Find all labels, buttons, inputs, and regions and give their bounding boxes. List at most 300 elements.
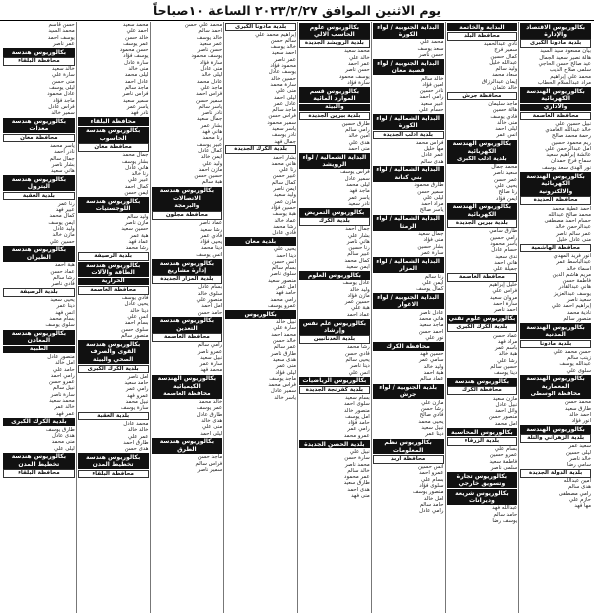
section-subheading: محافظة الوسطى <box>520 391 591 399</box>
name-entry: خالد سالم <box>420 75 444 82</box>
name-entry: محمد سعيد <box>344 48 370 55</box>
location-label: بلدية الزهراني والتلة <box>520 434 591 443</box>
name-entry: مروان سعيد <box>490 294 518 301</box>
name-entry: عمرو ناصر <box>197 348 223 355</box>
section-heading: بكالوريوس هندسة معدات <box>3 118 75 134</box>
name-entry: دينا ناصر <box>350 363 370 370</box>
name-entry: رشا علي <box>497 357 518 364</box>
name-entry: أمل أحمد <box>201 303 223 310</box>
name-entry: بشار أحمد <box>272 154 296 161</box>
name-entry: ماجد سليمان <box>488 100 518 107</box>
name-entry: مراد فهد <box>497 338 518 345</box>
name-entry: محمد علي <box>419 39 444 46</box>
name-entry: هاني سعيد <box>50 168 75 175</box>
name-entry: يحيى علي <box>494 183 518 190</box>
section-heading: البداية الشمالية / لواء المزار <box>373 257 444 273</box>
name-list <box>78 374 149 412</box>
name-entry: كمال سالم <box>271 179 296 186</box>
name-entry: أحمد سعيد <box>271 50 296 57</box>
name-entry: محمود فؤاد <box>270 63 296 70</box>
name-entry: أحمد عطية محمد <box>552 205 591 212</box>
name-list <box>373 464 444 514</box>
name-entry: هبة علي <box>351 305 370 312</box>
name-list <box>299 344 370 375</box>
name-entry: أمل محمد <box>494 420 518 427</box>
name-entry: كمال أحمد <box>124 183 149 190</box>
name-entry: دينا محمد <box>201 245 223 252</box>
name-entry: ياسر محمود <box>490 240 518 247</box>
section-heading: البداية الشمالية / لواء الرمثا <box>373 215 444 231</box>
name-entry: حامد علي <box>52 366 75 373</box>
name-list <box>373 231 444 256</box>
name-entry: مراد أحمد <box>421 201 444 208</box>
name-entry: رشا محمد <box>346 344 370 351</box>
name-entry: هالة حسين <box>492 107 518 114</box>
name-entry: سلوى فؤاد <box>419 482 444 489</box>
section-subheading: والاداري <box>520 104 591 112</box>
name-entry: مها خليل <box>423 146 444 152</box>
name-entry: سمير عادل <box>344 175 370 182</box>
name-list <box>447 396 518 427</box>
name-entry: سعيد ناصر <box>567 297 591 304</box>
name-entry: منى خالد <box>128 66 149 73</box>
name-entry: يوسف عادل <box>268 69 296 76</box>
section-heading: بلدية الحصن الجديدة <box>299 440 370 448</box>
section-heading: بكالوريوس هندسة الطيران <box>3 246 75 262</box>
name-list <box>3 354 75 417</box>
name-entry: عبدالله يوسف <box>559 361 591 368</box>
name-entry: محمد فهد <box>200 367 223 374</box>
name-entry: عماد ناصر <box>199 220 223 227</box>
name-entry: فادي يوسف <box>121 295 149 302</box>
name-entry: إبراهيم أحمد علي <box>551 303 591 310</box>
section-heading: البداية الجنوبية / لواء قصبة معان <box>373 59 444 75</box>
name-entry: سارة فؤاد <box>347 79 370 86</box>
name-entry: رنا صالح <box>498 189 518 196</box>
name-entry: سماح فرج حمدان <box>551 158 591 165</box>
name-entry: فاطمة سعيد <box>489 458 518 465</box>
section-heading: محافظة الكرك <box>373 342 444 350</box>
name-entry: سلوى أحمد <box>343 401 370 408</box>
name-entry: عماد سالم <box>420 376 444 383</box>
location-label: محافظة العاصمة <box>520 112 591 121</box>
name-entry: منى فهد <box>351 492 370 499</box>
name-entry: مازن سعيد <box>492 395 518 402</box>
name-entry: وليد سعيد <box>274 192 296 199</box>
name-entry: وائل أحمد <box>495 408 518 415</box>
name-entry: عمر حسن <box>493 176 518 183</box>
section-heading: محافظة البلقاء <box>78 117 149 125</box>
name-entry: وليد علي <box>202 160 223 167</box>
name-entry: عيد صالح حسن الحاجي <box>538 61 591 67</box>
name-entry: نبيل سعيد <box>200 354 223 361</box>
name-entry: محمد ناصر <box>345 461 370 468</box>
name-entry: جميلة علي <box>493 266 518 273</box>
name-entry: دينا أحمد <box>276 252 296 259</box>
name-list <box>447 333 518 377</box>
name-entry: أيمن خالد <box>200 154 223 161</box>
name-entry: عادل محمود <box>47 91 75 98</box>
name-entry: رامي عمر <box>125 386 149 393</box>
location-label: بلدية بيرين الجديدة <box>447 219 518 228</box>
name-entry: سمير حسن <box>417 188 444 195</box>
name-entry: ماجد علي <box>200 84 223 91</box>
name-entry: أحمد ناصر <box>494 307 518 314</box>
name-entry: فراس عادل <box>48 103 75 110</box>
location-label: بلدية الكرك الجديدة <box>225 145 296 154</box>
section-subheading: الطبية <box>3 346 75 354</box>
name-entry: مريم هاشم الدين <box>552 271 591 278</box>
name-entry: سارة محمد <box>270 81 296 88</box>
name-entry: حامد سالم <box>493 511 518 518</box>
name-entry: فادي يوسف <box>490 113 518 120</box>
name-entry: عبدالباسط عمر <box>556 259 591 266</box>
name-entry: هدى سعيد <box>272 356 296 363</box>
section-heading: البداية الشمالية / لواء الرويشد <box>299 153 370 169</box>
name-entry: طارق سعيد <box>564 405 591 412</box>
name-entry: منصور سالم <box>563 315 591 322</box>
name-entry: عمر ناصر <box>53 40 75 47</box>
name-entry: ليلى يوسف <box>49 85 75 92</box>
name-entry: هبة أحمد <box>54 262 75 269</box>
page-title: يوم الاثنين الموافق ٢٠٢٣/٢/٢٧ الساعة ١٠صباحاً <box>152 2 442 18</box>
name-list <box>299 395 370 439</box>
name-entry: هبة أحمد <box>423 369 444 376</box>
name-entry: نبيل محمد <box>125 398 149 405</box>
name-entry: محمد عادل <box>123 420 149 427</box>
name-entry: نادر يوسف <box>271 132 296 139</box>
name-entry: طارق أحمد <box>123 439 149 446</box>
name-entry: أنس فهد <box>55 309 75 316</box>
name-list <box>299 48 370 86</box>
name-list <box>225 319 296 401</box>
name-entry: فراس علي <box>492 288 518 295</box>
name-entry: فراس محمد <box>415 139 444 146</box>
location-label: محافظة جرش <box>447 92 518 101</box>
name-entry: رنا عمر <box>57 200 75 207</box>
name-entry: ليلى محمد <box>346 182 370 189</box>
name-list <box>152 22 223 186</box>
name-entry: أمين عبدالله <box>563 478 591 485</box>
section-heading: بكالوريوس الرياضيات <box>299 377 370 385</box>
name-entry: أحمد سالم <box>198 28 223 35</box>
name-entry: سارة يوسف <box>120 405 149 412</box>
name-list <box>373 351 444 382</box>
name-entry: مازن عمر <box>273 198 296 205</box>
section-heading: بكالوريوس علوم الحاسب الالي <box>299 23 370 39</box>
name-entry: عماد حسن <box>492 332 518 339</box>
name-entry: بشار حسين <box>417 243 444 250</box>
section-heading: بلدية معان <box>225 237 296 245</box>
name-entry: أمل خالد <box>423 495 444 502</box>
name-entry: وليد خالد <box>423 363 444 370</box>
section-heading: بكالوريوس هندسة تخطيط المدن <box>3 453 75 469</box>
name-entry: عماد خالد <box>274 217 296 224</box>
name-entry: سلمى ناصر <box>490 464 518 471</box>
name-entry: يوسف أحمد <box>47 34 75 41</box>
name-entry: نبيل عادل <box>495 401 518 408</box>
name-entry: جمال سعيد <box>418 231 444 237</box>
name-entry: ماجد يوسف <box>269 375 296 382</box>
location-label: محافظة البلقاء <box>3 469 75 478</box>
name-entry: خالد محمد <box>198 399 223 406</box>
name-entry: أمل ناصر <box>127 373 149 380</box>
name-entry: هدى خالد <box>201 418 223 425</box>
section-subheading: بلدية ادلب الكبرى <box>447 156 518 164</box>
location-label: بلدية كفرنجة الجديدة <box>299 386 370 395</box>
name-entry: عمرو يوسف <box>267 302 296 309</box>
name-entry: هالة نصير سعيد الجمال <box>539 54 591 61</box>
section-heading: بكالوريوس هندسة اللوجستيات <box>78 197 149 213</box>
name-entry: حامد فؤاد <box>348 420 370 427</box>
name-entry: فادي حسن <box>344 350 370 357</box>
name-entry: رنا علي <box>279 167 296 174</box>
name-entry: خالد ناصر <box>569 455 591 462</box>
name-entry: سارة ناصر <box>50 391 75 398</box>
name-entry: حازم علي <box>568 497 591 504</box>
name-entry: حامد سالم <box>419 501 444 508</box>
name-entry: سمير خالد <box>51 110 75 117</box>
name-entry: بشار علي <box>347 232 370 239</box>
location-label: بلدية الكرك الكبرى <box>78 365 149 374</box>
section-heading: بكالوريوس <box>225 310 296 318</box>
section-heading: بكالوريوس الهندسة الكهربائية <box>520 172 591 188</box>
name-entry: ماجد فؤاد <box>53 97 75 104</box>
name-entry: نبيل سعيد <box>421 425 444 432</box>
name-entry: نبيل علي <box>349 448 370 455</box>
name-entry: هدى عادل <box>51 433 75 440</box>
name-entry: سارة عمر <box>199 361 223 368</box>
location-label: بلدية الرويشد الجديدة <box>299 39 370 48</box>
name-entry: عماد فهد <box>128 238 149 245</box>
name-list <box>78 22 149 116</box>
column-8 <box>2 22 76 613</box>
name-entry: مازن فؤاد <box>347 292 370 299</box>
name-entry: يحيى سالم <box>345 357 370 364</box>
name-entry: ليلى أحمد <box>495 126 518 133</box>
name-entry: وليد عادل <box>53 226 75 233</box>
section-heading: بكالوريوس هندسة تخطيط المدن <box>78 453 149 469</box>
name-entry: أمل خالد <box>55 360 75 367</box>
name-entry: فادي عمر <box>200 232 223 239</box>
name-entry: سارة أحمد <box>493 300 518 307</box>
name-entry: منصور سعيد <box>268 277 296 284</box>
name-entry: كمال يوسف <box>416 286 444 293</box>
name-entry: سلوى ناصر <box>270 271 296 278</box>
name-entry: منصور سالم <box>120 332 149 339</box>
name-list <box>152 284 223 315</box>
section-heading: بكالوريوس المحاسبة <box>447 428 518 436</box>
name-entry: عماد أحمد <box>346 311 370 318</box>
name-list <box>520 443 591 468</box>
name-entry: أسماء خالد <box>566 265 591 272</box>
name-entry: حسن ناصر <box>418 51 444 58</box>
name-entry: نبيل سالم <box>52 385 75 392</box>
name-list <box>520 121 591 171</box>
name-entry: يوسف محمود <box>338 73 370 80</box>
name-entry: أيمن ناصر <box>273 186 296 193</box>
location-label: محافظة الحديدة <box>520 196 591 205</box>
name-entry: خالد عمر <box>54 404 75 411</box>
name-list <box>225 246 296 309</box>
name-entry: خالد يوسف <box>196 34 223 41</box>
name-entry: ماجد سالم <box>124 84 149 91</box>
name-entry: سلوى يوسف <box>45 322 75 329</box>
location-label: بلدية مادونا الكبرى <box>520 39 591 48</box>
name-entry: مراد عبدالسلام الحطاب <box>537 79 591 86</box>
name-entry: أمل يوسف <box>345 413 370 420</box>
name-entry: بسام سالم <box>271 265 296 272</box>
name-entry: دينا يوسف <box>493 370 518 377</box>
section-heading: بكالوريوس هندسة الطرق <box>152 438 223 454</box>
name-entry: منصور عادل <box>47 353 75 360</box>
name-entry: أمل عمر <box>276 284 296 291</box>
section-heading: بكالوريوس هندسة الحاسوب <box>78 127 149 143</box>
column-1 <box>518 22 592 613</box>
name-entry: يحيى فؤاد <box>200 239 223 246</box>
location-label: محافظة معان <box>78 143 149 152</box>
name-entry: أيمن حسن <box>124 190 149 197</box>
name-entry: بسام علي <box>494 446 518 453</box>
location-label: محافظة معان <box>3 134 75 143</box>
location-label: بلدية الكرك الكبرى <box>447 323 518 332</box>
name-entry: وليد سالم <box>495 66 518 73</box>
section-heading: بكالوريوس علوم تقني <box>448 315 516 322</box>
name-entry: سلوى حسن <box>121 326 149 333</box>
name-entry: سلوى خالد <box>197 290 223 297</box>
section-subheading: الحرارية <box>78 278 149 286</box>
name-entry: ليلى علي <box>53 445 75 452</box>
name-list <box>78 295 149 339</box>
name-entry: رامي أحمد <box>419 94 444 101</box>
section-heading: بكالوريوس الهندسة <box>520 425 591 433</box>
name-entry: بسام سعيد <box>345 394 370 401</box>
name-entry: فراس ناصر <box>122 91 149 98</box>
name-entry: سارة علي <box>273 325 296 332</box>
name-entry: نبيل خالد <box>276 319 296 326</box>
name-entry: عمر عادل <box>421 152 444 159</box>
name-entry: رامي سالم <box>345 126 370 133</box>
section-heading: بكالوريوس نظم المعلومات <box>373 439 444 455</box>
name-entry: عبدالرحمن خالد <box>555 224 591 231</box>
name-entry: حسين سعيد <box>121 226 149 233</box>
column-6 <box>150 22 224 613</box>
name-entry: بسام علي <box>421 476 444 483</box>
name-entry: ماجد حسن <box>197 454 223 461</box>
name-list <box>3 22 75 47</box>
name-entry: عماد حسن <box>50 268 75 275</box>
name-entry: سعاد محمد <box>492 72 518 79</box>
name-list <box>520 253 591 322</box>
section-heading: بكالوريوس شريعة وديرانات <box>447 489 518 505</box>
name-entry: عمر فهد <box>55 410 75 417</box>
name-entry: بسام محمد <box>49 315 75 322</box>
name-entry: منى عادل <box>200 66 223 73</box>
name-entry: سمير عادل <box>270 388 296 395</box>
name-entry: عبير سالم <box>347 251 370 258</box>
name-entry: هاني ناصر <box>346 238 370 245</box>
name-entry: محمد سعيد <box>122 22 149 28</box>
name-entry: إيمان عبدالرزاق <box>481 78 518 85</box>
name-entry: هدى علي <box>348 139 370 146</box>
name-entry: كمال حسين <box>490 53 518 60</box>
section-heading: بلدية الجنوبية / لواء جرش <box>373 384 444 400</box>
name-list <box>520 48 591 86</box>
name-entry: دينا عمر <box>56 303 75 310</box>
name-entry: فاطمة حسن <box>562 278 591 285</box>
name-entry: حامد حسن <box>197 309 223 316</box>
column-7 <box>76 22 150 613</box>
name-list <box>373 76 444 114</box>
name-entry: نادر حسين <box>419 88 444 95</box>
name-entry: ليلى خالد <box>201 72 223 79</box>
name-list <box>520 478 591 509</box>
name-list <box>447 282 518 313</box>
name-entry: رشا سالم <box>52 274 75 281</box>
name-entry: طارق عادل <box>196 411 223 418</box>
name-entry: هبة خالد <box>498 351 518 358</box>
name-entry: أنس حسين <box>418 464 444 471</box>
name-entry: ماجد سعيد <box>419 322 444 329</box>
name-entry: دينا خالد <box>130 307 149 314</box>
name-entry: عمر سالم ناصر <box>556 230 591 237</box>
name-entry: أحمد حسن <box>418 328 444 335</box>
name-list <box>225 32 296 145</box>
name-entry: أحمد خالد <box>569 411 591 418</box>
name-entry: أيمن سعيد <box>346 264 370 271</box>
name-entry: فراس يوسف <box>340 169 370 176</box>
name-entry: حسين فؤاد <box>271 204 296 211</box>
name-entry: بشار عمر <box>200 122 223 129</box>
name-entry: زينب سالم <box>566 354 591 361</box>
name-entry: ليلى أحمد <box>200 430 223 437</box>
name-entry: حسن ناصر <box>345 67 370 74</box>
name-list <box>447 446 518 471</box>
name-entry: كمال محمد <box>344 257 370 264</box>
name-entry: أيمن علي <box>422 279 444 286</box>
name-entry: رامي مصطفى <box>558 490 591 497</box>
name-entry: حسين علي <box>49 238 75 245</box>
name-entry: فادي صالح <box>419 412 444 419</box>
name-entry: حسن محمد علي <box>553 348 591 355</box>
section-heading: بكالوريوس هندسة الاتصالات <box>152 187 223 203</box>
location-label: محافظة الهاشمية <box>520 244 591 253</box>
name-entry: منى علي <box>275 88 296 95</box>
name-entry: خالد عثمان <box>492 85 518 92</box>
location-label: محافظة العاصمة <box>152 333 223 342</box>
name-entry: رشا محمد <box>273 223 296 230</box>
name-entry: نادر سعيد <box>348 200 370 207</box>
name-entry: رامي عمر <box>347 426 370 433</box>
name-entry: ليلى حسين <box>565 449 591 456</box>
name-list <box>3 262 75 287</box>
name-entry: خالد علي <box>349 54 370 61</box>
name-entry: خالد حسن <box>272 338 296 345</box>
section-heading: بكالوريوس هندسة إدارة مشاريع <box>152 259 223 275</box>
name-entry: هاني عبدالقادر <box>558 284 591 291</box>
name-entry: هدى سالم <box>420 158 444 165</box>
name-list <box>373 140 444 165</box>
name-entry: عبدالله فهد <box>492 505 518 512</box>
name-entry: هدى أحمد <box>347 486 370 493</box>
name-entry: رشا حسن <box>420 406 444 413</box>
section-heading: بكالوريوس الهندسة الكهربائية <box>520 87 591 103</box>
name-entry: منصور حسن <box>488 414 518 421</box>
name-entry: ياسر محمد <box>50 142 75 149</box>
name-list <box>299 169 370 207</box>
name-entry: جمال سعيد <box>196 116 223 123</box>
name-entry: حامد سعيد <box>124 379 149 386</box>
